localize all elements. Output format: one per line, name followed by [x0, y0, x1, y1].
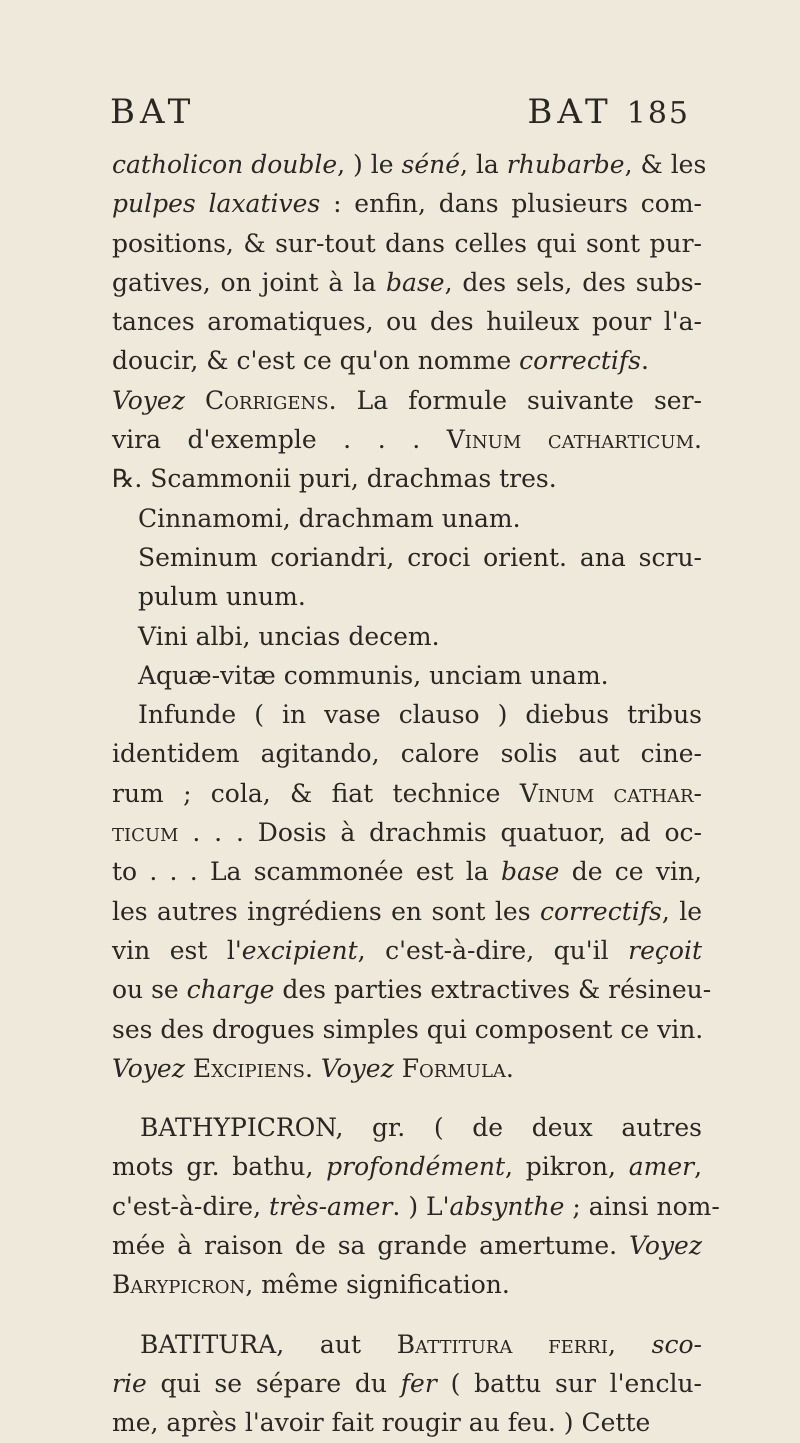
text-run: pulum unum.: [138, 582, 306, 612]
text-line: [112, 1108, 702, 1147]
small-caps-run: Vinum catharticum: [446, 425, 695, 455]
text-run: tances aromatiques, ou des huileux pour l'a-: [112, 307, 702, 337]
running-head-left: BAT: [110, 92, 196, 132]
text-run: mée à raison de sa grande amertume.: [112, 1231, 630, 1261]
text-run: . La formule suivante ser-: [328, 385, 702, 415]
text-line: [112, 970, 712, 1009]
text-line: [112, 459, 702, 498]
text-run: ,: [694, 1152, 703, 1182]
text-run: positions, & sur-tout dans celles qui sont pur-: [112, 228, 702, 258]
small-caps-run: Barypicron: [112, 1270, 246, 1300]
italic-run: pulpes laxatives: [112, 189, 321, 219]
text-run: [394, 1054, 402, 1083]
text-run: .: [694, 425, 702, 455]
text-run: , c'est-à-dire, qu'il: [357, 935, 629, 965]
italic-run: charge: [186, 975, 275, 1005]
italic-run: rie: [112, 1368, 147, 1398]
text-line: [112, 341, 702, 380]
text-run: : enfin, dans plusieurs com-: [320, 189, 703, 219]
italic-run: catholicon double: [112, 150, 338, 179]
text-run: , & les: [624, 150, 707, 179]
text-run: .: [304, 1053, 321, 1083]
text-run: identidem agitando, calore solis aut cine-: [112, 739, 702, 769]
italic-run: séné: [401, 150, 461, 179]
text-run: ℞. Scammonii puri, drachmas tres.: [112, 464, 557, 494]
italic-run: sco-: [651, 1329, 702, 1359]
text-run: des parties extractives & résineu-: [274, 975, 712, 1005]
dictionary-entry: [112, 145, 712, 1088]
italic-run: excipient: [241, 935, 358, 965]
text-line: [112, 1147, 702, 1186]
text-run: doucir, & c'est ce qu'on nomme: [112, 346, 520, 376]
text-run: c'est-à-dire,: [112, 1191, 269, 1221]
italic-run: base: [386, 267, 445, 297]
italic-run: correctifs: [539, 896, 662, 926]
text-line: [112, 145, 707, 184]
text-run: Seminum coriandri, croci orient. ana scru-: [138, 542, 702, 572]
text-run: rum ; cola, & fiat technice: [112, 778, 520, 808]
small-caps-run: Formula: [401, 1053, 506, 1083]
italic-run: base: [500, 857, 560, 887]
small-caps-run: Excipiens: [192, 1053, 305, 1083]
dictionary-entry: [112, 1108, 720, 1304]
text-line: [112, 1010, 702, 1049]
small-caps-run: Battitura ferri: [396, 1329, 608, 1359]
italic-run: très-amer: [268, 1191, 393, 1221]
text-line: [112, 617, 702, 656]
text-line: [112, 184, 702, 223]
text-line: [112, 1187, 720, 1226]
text-run: [185, 386, 205, 415]
text-line: [112, 1265, 702, 1304]
text-run: BATITURA, aut: [140, 1329, 397, 1359]
text-run: les autres ingrédiens en sont les: [112, 896, 540, 926]
text-line: [112, 931, 702, 970]
text-line: [112, 656, 702, 695]
text-run: . . . Dosis à drachmis quatuor, ad oc-: [178, 818, 702, 848]
text-run: vin est l': [112, 935, 242, 965]
text-run: ou se: [112, 975, 187, 1005]
text-line: [112, 1325, 702, 1364]
italic-run: Voyez: [112, 1053, 185, 1083]
text-line: [112, 852, 702, 891]
text-line: [112, 577, 702, 616]
text-run: .: [640, 346, 649, 376]
text-line: [112, 538, 702, 577]
text-line: [112, 381, 702, 420]
italic-run: amer: [628, 1152, 695, 1182]
italic-run: reçoit: [628, 935, 702, 965]
text-run: . ) L': [392, 1191, 450, 1221]
small-caps-run: ticum: [112, 818, 179, 848]
italic-run: Voyez: [629, 1231, 702, 1261]
text-run: Infunde ( in vase clauso ) diebus tribus: [138, 700, 702, 730]
text-run: Vini albi, uncias decem.: [138, 621, 440, 651]
running-head-right: [527, 92, 690, 132]
italic-run: rhubarbe: [506, 150, 625, 179]
text-line: [112, 224, 702, 263]
text-line: [112, 499, 702, 538]
text-run: ; ainsi nom-: [564, 1191, 720, 1221]
italic-run: Voyez: [320, 1053, 394, 1083]
text-run: qui se sépare du: [146, 1368, 401, 1398]
text-line: [112, 1364, 702, 1403]
text-run: gatives, on joint à la: [112, 267, 387, 297]
text-run: .: [505, 1053, 514, 1083]
italic-run: Voyez: [112, 385, 185, 415]
text-run: Cinnamomi, drachmam unam.: [138, 503, 521, 533]
small-caps-run: Vinum cathar-: [519, 778, 703, 808]
running-head: [110, 92, 690, 142]
text-line: [112, 420, 702, 459]
text-line: [112, 695, 702, 734]
text-line: [112, 892, 702, 931]
running-head-right-word: BAT: [527, 92, 613, 132]
text-run: Aquæ-vitæ communis, unciam unam.: [138, 660, 609, 690]
text-run: me, après l'avoir fait rougir au feu. ) Cette: [112, 1408, 651, 1438]
text-line: [112, 1226, 702, 1265]
text-line: [112, 1049, 702, 1088]
text-run: , ) le: [337, 150, 402, 179]
text-line: [112, 302, 702, 341]
text-run: ,: [607, 1329, 652, 1359]
text-run: vira d'exemple . . .: [112, 425, 447, 455]
text-run: ( battu sur l'enclu-: [436, 1368, 702, 1398]
text-line: [112, 734, 702, 773]
text-run: BATHYPICRON, gr. ( de deux autres: [140, 1113, 702, 1143]
italic-run: correctifs: [519, 346, 641, 376]
text-run: de ce vin,: [559, 857, 703, 887]
text-run: , des sels, des subs-: [444, 267, 702, 297]
text-line: [112, 263, 702, 302]
text-line: [112, 774, 702, 813]
text-run: mots gr. bathu,: [112, 1152, 327, 1182]
entry-gap: [112, 1088, 702, 1108]
dictionary-entry: [112, 1325, 702, 1443]
text-run: [185, 1054, 193, 1083]
text-run: , le: [661, 896, 702, 926]
text-line: [112, 1403, 702, 1442]
text-run: , la: [460, 150, 507, 179]
italic-run: absynthe: [449, 1191, 565, 1221]
page-body-text: [112, 145, 720, 1443]
italic-run: fer: [400, 1368, 437, 1398]
text-run: to . . . La scammonée est la: [112, 857, 501, 887]
text-run: , même signification.: [245, 1270, 510, 1300]
entry-gap: [112, 1305, 702, 1325]
italic-run: profondément: [326, 1152, 506, 1182]
text-line: [112, 813, 702, 852]
small-caps-run: Corrigens: [204, 385, 329, 415]
text-run: , pikron,: [505, 1152, 629, 1182]
text-run: ses des drogues simples qui composent ce vin.: [112, 1014, 704, 1044]
page-number: 185: [626, 96, 690, 131]
